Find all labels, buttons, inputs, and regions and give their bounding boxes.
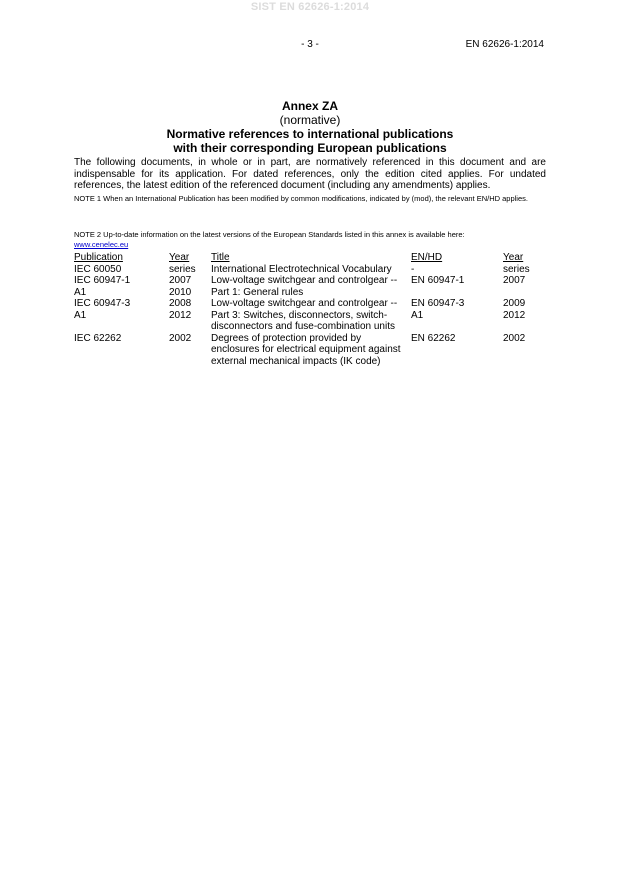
annex-heading-line1: Normative references to international publications (166, 127, 454, 141)
cell-en-hd: EN 62262 (411, 332, 456, 344)
table-header-row (72, 252, 545, 264)
cell-en-year: 2012 (503, 309, 526, 321)
cell-year: 2010 (169, 286, 192, 298)
annex-status: (normative) (279, 113, 341, 127)
table-row (72, 264, 545, 276)
cell-en-hd (409, 287, 501, 299)
cell-title: Part 1: General rules (211, 286, 304, 298)
cell-year: series (169, 263, 196, 275)
annex-heading (0, 99, 620, 155)
table-row (72, 333, 545, 368)
page-number: - 3 - (301, 39, 319, 50)
cell-publication: IEC 62262 (74, 332, 122, 344)
note-2-text: NOTE 2 Up-to-date information on the latest versions of the European Standards listed in this annex is available here: (74, 230, 465, 239)
cell-publication: IEC 60050 (74, 263, 122, 275)
cell-publication: A1 (74, 286, 87, 298)
header-publication: Publication (74, 252, 123, 263)
header-en-year: Year (503, 252, 524, 263)
cell-title: Low-voltage switchgear and controlgear -- (211, 298, 398, 309)
cenelec-link[interactable]: www.cenelec.eu (74, 240, 129, 249)
references-table (72, 252, 545, 367)
table-row (72, 310, 545, 333)
header-en-hd: EN/HD (411, 252, 443, 263)
note-2 (74, 230, 546, 250)
cell-en-year: 2007 (503, 275, 526, 286)
header-year: Year (169, 252, 190, 263)
table-row (72, 287, 545, 299)
cell-publication: A1 (74, 309, 87, 321)
cell-en-year (501, 287, 545, 299)
cell-year: 2002 (169, 332, 192, 344)
cell-title: International Electrotechnical Vocabulary (211, 263, 392, 275)
cell-en-hd: - (411, 263, 415, 275)
cell-title: Part 3: Switches, disconnectors, switch-disconnectors and fuse-combination units (211, 309, 395, 332)
cell-en-hd: EN 60947-1 (411, 275, 465, 286)
intro-paragraph: The following documents, in whole or in part, are normatively referenced in this document and are indispensable for its application. For dated references, only the edition cited applies. For undated references, the latest edition of the referenced document (including any amendments) applies. (74, 157, 546, 191)
annex-heading-line2: with their corresponding European publications (173, 141, 447, 155)
cell-publication: IEC 60947-3 (74, 298, 131, 309)
cell-publication: IEC 60947-1 (74, 275, 131, 286)
cell-en-hd: EN 60947-3 (411, 298, 465, 309)
cell-year: 2008 (169, 298, 192, 309)
table-row (72, 275, 545, 287)
cell-title: Low-voltage switchgear and controlgear -- (211, 275, 398, 286)
cell-year: 2012 (169, 309, 192, 321)
document-id: EN 62626-1:2014 (465, 39, 544, 50)
watermark: SIST EN 62626-1:2014 (250, 1, 370, 13)
header-title: Title (211, 252, 230, 263)
cell-title: Degrees of protection provided by enclosures for electrical equipment against external mechanical impacts (IK code) (211, 332, 401, 367)
cell-en-year: 2002 (503, 332, 526, 344)
cell-year: 2007 (169, 275, 192, 286)
cell-en-year: series (503, 263, 530, 275)
cell-en-year: 2009 (503, 298, 526, 309)
note-1: NOTE 1 When an International Publication has been modified by common modifications, indicated by (mod), the relevant EN/HD applies. (74, 194, 528, 203)
table-row (72, 298, 545, 310)
cell-en-hd: A1 (411, 309, 424, 321)
annex-title: Annex ZA (281, 99, 338, 113)
